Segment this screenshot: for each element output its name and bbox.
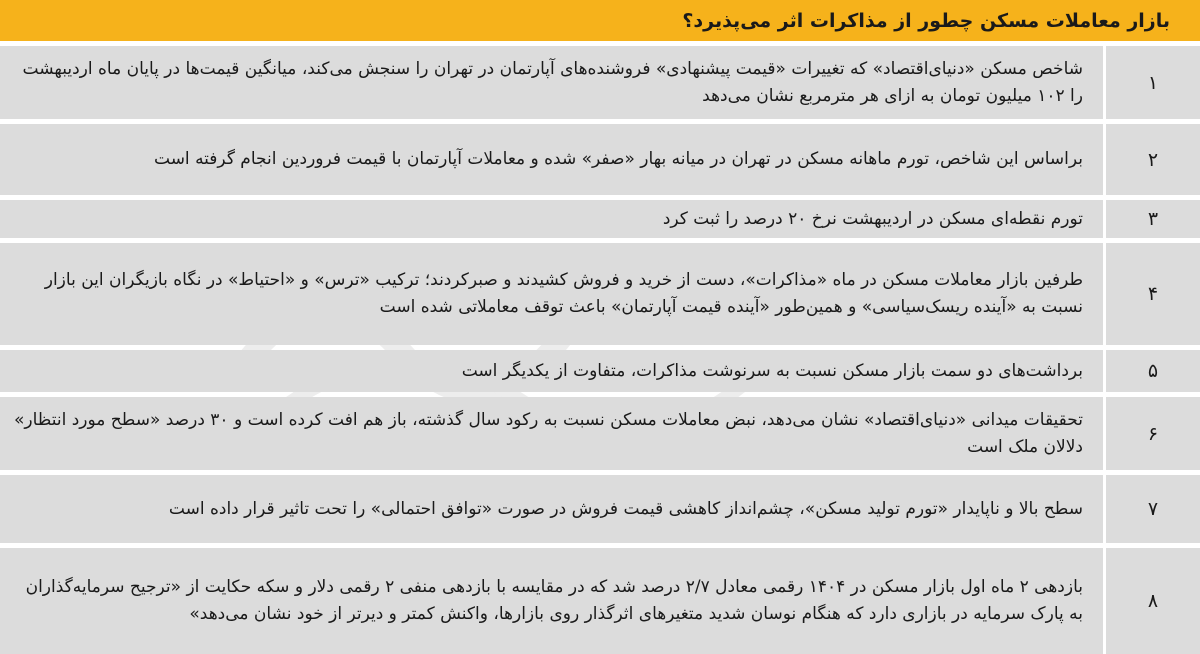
table-row-1	[0, 46, 1200, 119]
row-text-cell	[0, 397, 1103, 470]
row-text: تورم نقطه‌ای مسکن در اردیبهشت نرخ ۲۰ درصد را ثبت کرد	[662, 208, 1083, 229]
row-text: براساس این شاخص، تورم ماهانه مسکن در تهران در میانه بهار «صفر» شده و معاملات آپارتمان با قیمت فروردین انجام گرفته است	[154, 149, 1083, 169]
row-number-cell	[1106, 124, 1200, 195]
row-text-cell	[0, 548, 1103, 654]
row-text-cell	[0, 124, 1103, 195]
table-title: بازار معاملات مسکن چطور از مذاکرات اثر می‌پذیرد؟	[682, 9, 1170, 32]
row-number-cell	[1106, 548, 1200, 654]
row-number-cell	[1106, 243, 1200, 345]
row-number-cell	[1106, 46, 1200, 119]
row-number: ۷	[1147, 498, 1159, 520]
table-row-7	[0, 475, 1200, 543]
row-number: ۸	[1147, 590, 1159, 612]
row-number: ۲	[1147, 148, 1159, 171]
row-text-cell	[0, 243, 1103, 345]
table-row-3	[0, 200, 1200, 238]
row-number-cell	[1106, 475, 1200, 543]
row-text-cell	[0, 200, 1103, 238]
row-text-cell	[0, 350, 1103, 392]
table-row-4	[0, 243, 1200, 345]
row-number-cell	[1106, 350, 1200, 392]
row-number: ۴	[1147, 283, 1159, 305]
row-text: سطح بالا و ناپایدار «تورم تولید مسکن»، چشم‌انداز کاهشی قیمت فروش در صورت «توافق احتمالی» را تحت تاثیر قرار داده است	[168, 498, 1083, 519]
row-number-cell	[1106, 200, 1200, 238]
row-number: ۶	[1147, 422, 1159, 445]
table-header	[0, 0, 1200, 41]
table-row-2	[0, 124, 1200, 195]
row-text: تحقیقات میدانی «دنیای‌اقتصاد» نشان می‌دهد، نبض معاملات مسکن نسبت به رکود سال گذشته، باز هم افت کرده است و ۳۰ درصد «سطح مورد انتظار» دلالان ملک است	[13, 409, 1083, 457]
row-text: شاخص مسکن «دنیای‌اقتصاد» که تغییرات «قیمت پیشنهادی» فروشنده‌های آپارتمان در تهران را سنجش می‌کند، میانگین قیمت‌ها در پایان ماه اردیبهشت را ۱۰۲ میلیون تومان به ازای هر مترمربع نشان می‌دهد	[22, 58, 1083, 106]
row-number: ۳	[1147, 208, 1159, 230]
row-text-cell	[0, 46, 1103, 119]
row-text-cell	[0, 475, 1103, 543]
table-row-6	[0, 397, 1200, 470]
table-row-8	[0, 548, 1200, 654]
row-number: ۱	[1147, 71, 1159, 94]
row-text: برداشت‌های دو سمت بازار مسکن نسبت به سرنوشت مذاکرات، متفاوت از یکدیگر است	[461, 360, 1083, 381]
row-number: ۵	[1147, 360, 1159, 382]
table-row-5	[0, 350, 1200, 392]
row-text: طرفین بازار معاملات مسکن در ماه «مذاکرات»، دست از خرید و فروش کشیدند و صبرکردند؛ ترکیب «ترس» و «احتیاط» در نگاه بازیگران این بازار نسبت به «آینده ریسک‌سیاسی» و همین‌طور «آینده قیمت آپارتمان» باعث توقف معاملاتی شده است	[44, 270, 1083, 317]
row-number-cell	[1106, 397, 1200, 470]
row-text: بازدهی ۲ ماه اول بازار مسکن در ۱۴۰۴ رقمی معادل ۲/۷ درصد شد که در مقایسه با بازدهی منفی ۲ رقمی دلار و سکه حکایت از «ترجیح سرمایه‌گذاران به پارک سرمایه در بازاری دارد که هنگام نوسان شدید متغیرهای اثرگذار روی بازارها، واکنش کمتر و دیرتر از خود نشان می‌دهد»	[25, 577, 1083, 624]
